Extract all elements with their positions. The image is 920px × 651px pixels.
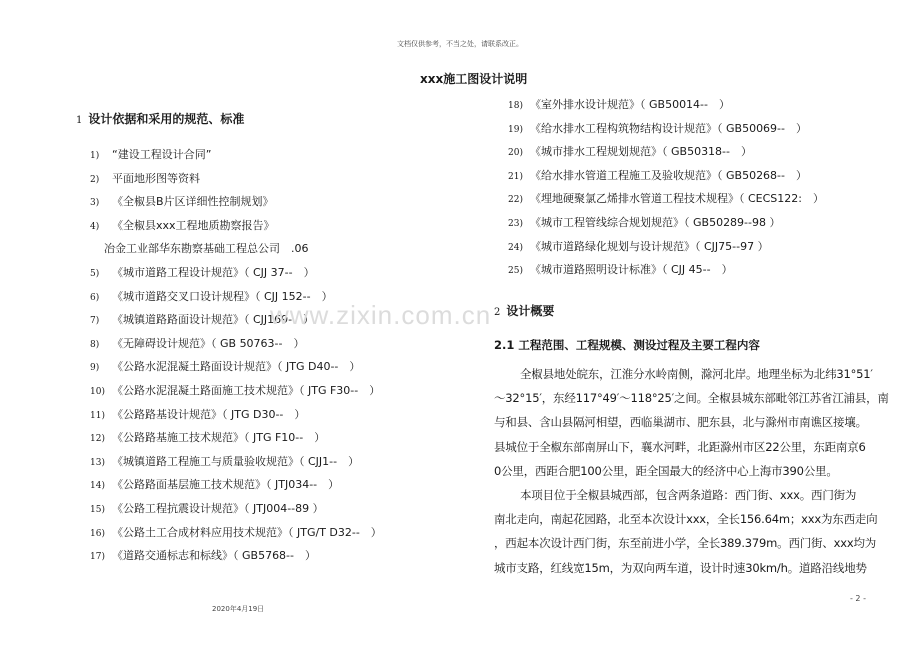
reference-text: 《公路路基设计规范》（ JTG D30-- ） <box>112 407 306 421</box>
reference-number: 2) <box>90 174 100 185</box>
section-2-number: 2 <box>494 307 501 318</box>
reference-text: 《公路路面基层施工技术规范》（ JTJ034-- ） <box>112 478 340 492</box>
reference-item <box>508 261 733 277</box>
reference-number: 1) <box>90 151 100 161</box>
reference-number: 9) <box>90 363 100 374</box>
reference-text: 《无障碍设计规范》（ GB 50763-- ） <box>112 336 305 350</box>
reference-item <box>508 96 730 112</box>
reference-text: 《埋地硬聚氯乙烯排水管道工程技术规程》（ CECS122: ） <box>530 192 824 206</box>
reference-text: 《公路路基施工技术规范》（ JTG F10-- ） <box>112 431 326 445</box>
reference-text: 《城镇道路工程施工与质量验收规范》（ CJJ1-- ） <box>112 454 360 468</box>
section-2-heading <box>494 302 554 319</box>
reference-item <box>90 429 325 445</box>
reference-number: 19) <box>508 124 523 135</box>
watermark: www.zixin.com.cn <box>270 300 492 330</box>
section-1-number: 1 <box>76 115 83 126</box>
reference-text: 《城市道路交叉口设计规程》（ CJJ 152-- ） <box>112 289 333 303</box>
reference-item <box>508 190 824 206</box>
reference-number: 25) <box>508 266 523 277</box>
section-1-heading <box>76 110 244 127</box>
reference-item <box>90 335 305 351</box>
reference-number: 5) <box>90 269 100 279</box>
reference-text: 《全椒县xxx工程地质勘察报告》 <box>112 218 275 232</box>
reference-item <box>90 453 359 469</box>
reference-number: 15) <box>90 505 105 515</box>
reference-item <box>90 240 309 256</box>
section-1-title: 设计依据和采用的规范、标准 <box>88 112 245 126</box>
reference-number: 13) <box>90 457 105 468</box>
reference-number: 23) <box>508 219 523 229</box>
reference-number: 11) <box>90 410 105 421</box>
paragraph-line: 本项目位于全椒县城西部，包含两条道路：西门街、xxx。西门街为 <box>520 488 857 502</box>
paragraph-line: 全椒县地处皖东，江淮分水岭南侧，滁河北岸。地理坐标为北纬31°51′ <box>520 367 873 381</box>
reference-text: 《室外排水设计规范》（ GB50014-- ） <box>530 98 730 111</box>
reference-item <box>508 143 752 159</box>
paragraph-line: 0公里，西距合肥100公里，距全国最大的经济中心上海市390公里。 <box>494 463 838 478</box>
reference-text: 《公路水泥混凝土路面设计规范》（ JTG D40-- ） <box>112 360 361 374</box>
reference-text: 《城市工程管线综合规划规范》（ GB50289--98 ） <box>530 216 781 229</box>
paragraph-line: ，西起本次设计西门街，东至前进小学，全长389.379m。西门街、xxx均为 <box>494 536 877 551</box>
reference-text: 《公路水泥混凝土路面施工技术规范》（ JTG F30-- ） <box>112 384 381 397</box>
reference-number: 6) <box>90 292 100 303</box>
reference-text: 《城市排水工程规划规范》（ GB50318-- ） <box>530 145 752 159</box>
reference-text: 《城镇道路路面设计规范》（ CJJ169- ） <box>112 313 315 327</box>
reference-item <box>90 193 274 209</box>
reference-item <box>90 264 315 280</box>
reference-text: 冶金工业部华东勘察基础工程总公司 .06 <box>104 242 309 256</box>
reference-text: 《给水排水管道工程施工及验收规范》（ GB50268-- ） <box>530 168 807 182</box>
reference-item <box>90 217 275 233</box>
reference-number: 18) <box>508 101 523 111</box>
footer-date: 2020年4月19日 <box>212 605 265 613</box>
reference-item <box>90 524 382 540</box>
reference-text: 《公路土工合成材料应用技术规范》（ JTG/T D32-- ） <box>112 525 382 539</box>
reference-item <box>508 120 807 136</box>
section-2-title: 设计概要 <box>506 304 555 318</box>
reference-item <box>90 170 200 186</box>
reference-item <box>90 547 316 563</box>
reference-text: 《给水排水工程构筑物结构设计规范》（ GB50069-- ） <box>530 121 807 135</box>
reference-text: 《全椒县B片区详细性控制规划》 <box>112 195 274 209</box>
reference-item <box>90 500 324 516</box>
paragraph-line: ～32°15′，东经117°49′～118°25′之间。全椒县城东部毗邻江苏省江浦县，南 <box>494 391 889 406</box>
reference-item <box>508 167 807 183</box>
reference-number: 21) <box>508 171 523 182</box>
paragraph-line: 与和县、含山县隔河相望，西临巢湖市、肥东县，北与滁州市南谯区接壤。 <box>494 415 867 430</box>
reference-number: 3) <box>90 198 100 209</box>
reference-number: 4) <box>90 221 100 232</box>
reference-text: 《道路交通标志和标线》（ GB5768-- ） <box>112 549 316 563</box>
reference-number: 22) <box>508 195 523 206</box>
paragraph-line: 县城位于全椒东部南屏山下，襄水河畔，北距滁州市区22公里，东距南京6 <box>494 439 866 454</box>
page-number: - 2 - <box>850 594 866 603</box>
reference-item <box>90 382 380 398</box>
reference-number: 14) <box>90 481 105 492</box>
subsection-2-1-heading: 2.1 工程范围、工程规模、测设过程及主要工程内容 <box>494 338 760 352</box>
reference-text: 平面地形图等资料 <box>112 171 200 185</box>
reference-number: 12) <box>90 434 105 445</box>
reference-number: 7) <box>90 316 100 327</box>
reference-item <box>90 406 305 422</box>
reference-number: 10) <box>90 387 105 397</box>
reference-number: 24) <box>508 242 523 253</box>
reference-text: 《城市道路工程设计规范》（ CJJ 37-- ） <box>112 266 315 279</box>
reference-number: 17) <box>90 552 105 563</box>
reference-text: 《公路工程抗震设计规范》（ JTJ004--89 ） <box>112 502 324 515</box>
reference-text: 《城市道路照明设计标准》（ CJJ 45-- ） <box>530 263 733 277</box>
reference-item <box>90 358 360 374</box>
document-title: xxx施工图设计说明 <box>420 72 528 86</box>
reference-number: 20) <box>508 148 523 159</box>
reference-item <box>508 238 769 254</box>
reference-number: 16) <box>90 528 105 539</box>
reference-item <box>508 214 781 230</box>
header-note: 文档仅供参考，不当之处，请联系改正。 <box>397 40 523 48</box>
reference-item <box>90 476 339 492</box>
reference-text: 《城市道路绿化规划与设计规范》（ CJJ75--97 ） <box>530 239 769 253</box>
reference-number: 8) <box>90 339 100 350</box>
paragraph-line: 城市支路，红线宽15m，为双向两车道，设计时速30km/h。道路沿线地势 <box>494 560 867 575</box>
paragraph-line: 南北走向，南起花园路，北至本次设计xxx，全长156.64m；xxx为东西走向 <box>494 512 878 527</box>
reference-text: “建设工程设计合同” <box>112 148 212 161</box>
reference-item <box>90 146 211 162</box>
